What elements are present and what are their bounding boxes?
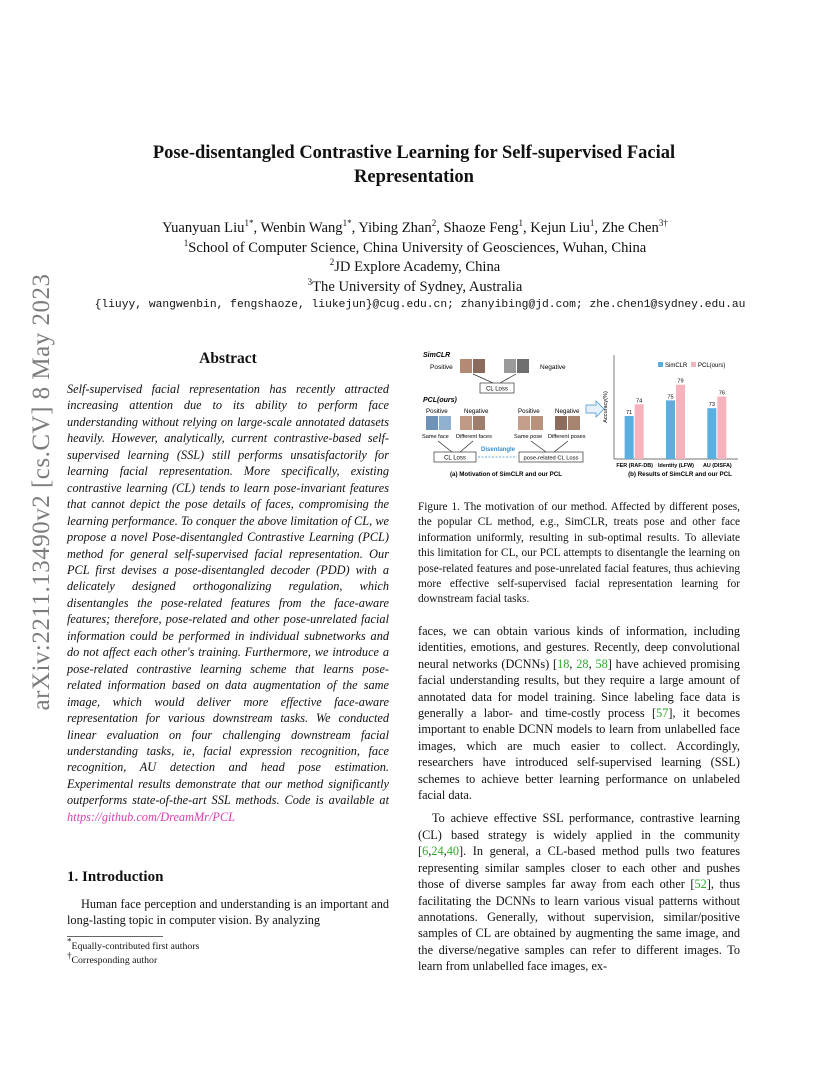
pcl-label: PCL(ours): [423, 397, 457, 404]
negative-label: Negative: [555, 408, 580, 415]
x-tick-label: FER (RAF-DB): [616, 463, 653, 469]
abstract-heading: Abstract: [199, 350, 257, 367]
affiliation: $^1$School of Computer Science, China University of Geosciences, Wuhan, China: [183, 237, 647, 256]
footnotes: [67, 936, 389, 967]
data-label: 71: [626, 410, 633, 416]
footnote-rule: [67, 936, 163, 937]
face-thumbnail: [460, 359, 472, 373]
right-column-text: [418, 623, 740, 982]
positive-label: Positive: [430, 364, 453, 371]
affiliation: $^3$The University of Sydney, Australia: [307, 276, 523, 295]
positive-label: Positive: [518, 408, 540, 415]
positive-label: Positive: [426, 408, 448, 415]
face-thumbnail: [517, 359, 529, 373]
arrow-icon: [586, 401, 604, 417]
face-thumbnail: [568, 416, 580, 430]
legend-swatch: [691, 362, 696, 367]
chart-legend: [658, 362, 725, 369]
footnote: †Corresponding author: [67, 950, 158, 966]
arxiv-identifier: arXiv:2211.13490v2 [cs.CV] 8 May 2023: [28, 273, 55, 711]
bar: [707, 408, 716, 459]
face-thumbnail: [504, 359, 516, 373]
pose-cl-loss-label: pose-related CL Loss: [523, 455, 579, 462]
body-paragraph: To achieve effective SSL performance, contrastive learning (CL) based strategy is widely applied in the community [6,24,40]. In general, a CL-based method pulls two features representing similar samples closer to each other and pushes those of diverse samples far away from each other [52], thus facilitating the DCNNs to learn various visual patterns without annotations. Generally, without supervision, similar/positive samples of CL are obtained by augmenting the same image, and the diverse/negative samples can refer to different images. To learn from unlabelled face images, ex-: [418, 811, 740, 974]
paper-title: Pose-disentangled Contrastive Learning for Self-supervised Facial Representation: [152, 143, 676, 187]
author-list: Yuanyuan Liu$^{1*}$, Wenbin Wang$^{1*}$, Yibing Zhan$^2$, Shaoze Feng$^1$, Kejun Liu$^1$, Zhe Chen$^{3\dagger}$: [162, 218, 668, 236]
bar: [635, 404, 644, 459]
bar: [717, 396, 726, 459]
figure-1a-caption: (a) Motivation of SimCLR and our PCL: [449, 471, 563, 478]
author-emails: {liuyy, wangwenbin, fengshaoze, liukejun}@cug.edu.cn; zhanyibing@jd.com; zhe.chen1@sydney.edu.au: [94, 299, 746, 311]
body-paragraph: faces, we can obtain various kinds of information, including identities, emotions, and gestures. Recently, deep convolutional neural networks (DCNNs) [18, 28, 58] have achieved promising facial understanding results, but they require a large amount of annotated data for model training. Since labeling face data is generally a labor- and time-costly process [57], it becomes important to enable DCNN models to learn from unlabelled face images, which are much easier to collect. Accordingly, researchers have introduced self-supervised learning (SSL) schemes to achieve better learning performance on unlabeled facial data.: [418, 624, 741, 803]
figure-1: [418, 345, 740, 485]
face-thumbnail: [555, 416, 567, 430]
cl-loss-label: CL Loss: [486, 386, 508, 393]
face-thumbnail: [473, 359, 485, 373]
figure-1a-diagram: [422, 352, 604, 478]
figure-1b-caption: (b) Results of SimCLR and our PCL: [628, 471, 732, 478]
footnote: *Equally-contributed first authors: [67, 936, 200, 952]
face-thumbnail: [518, 416, 530, 430]
x-tick-label: AU (DISFA): [702, 463, 732, 469]
face-thumbnail: [460, 416, 472, 430]
figure-caption: Figure 1. The motivation of our method. Affected by different poses, the popular CL method, e.g., SimCLR, treats pose and other face information uniformly, resulting in sub-optimal results. To alleviate this limitation for CL, our PCL attempts to disentangle the learning on pose-related features and pose-unrelated facial features, thus achieving more effective self-supervised facial representation learning for downstream facial tasks.: [418, 501, 740, 606]
simclr-label: SimCLR: [423, 352, 451, 359]
citation-link[interactable]: 40: [446, 844, 460, 859]
figure-1b-chart: [603, 355, 738, 478]
face-thumbnail: [426, 416, 438, 430]
same-face-label: Same face: [422, 434, 449, 440]
citation-link[interactable]: 52: [694, 877, 707, 892]
same-pose-label: Same pose: [514, 434, 543, 440]
section-heading: 1. Introduction: [67, 869, 164, 885]
different-poses-label: Different poses: [548, 434, 586, 440]
bar: [666, 400, 675, 459]
negative-label: Negative: [540, 364, 566, 371]
y-axis-label: Accuracy(%): [603, 391, 609, 423]
abstract-body: Self-supervised facial representation has recently attracted increasing attention due to its ability to perform face understanding without relying on large-scale annotated datasets heavily. However, analytically, current contrastive-based self-supervised learning (SSL) still performs unsatisfactorily for learning facial representation. More specifically, existing contrastive learning (CL) tends to learn pose-invariant features that cannot depict the pose details of faces, compromising the learning performance. To conquer the above limitation of CL, we propose a novel Pose-disentangled Contrastive Learning (PCL) method for general self-supervised facial representation. Our PCL first devises a pose-disentangled decoder (PDD) with a delicately designed orthogonalizing regulation, which disentangles the pose-related features from the face-aware features; therefore, pose-related and other pose-unrelated facial information could be performed in individual subnetworks and do not affect each other's training. Furthermore, we introduce a pose-related contrastive learning scheme that learns pose-related information based on data augmentation of the same image, which would deliver more effective face-aware representation for various downstream tasks. We conducted linear evaluation on four challenging downstream facial understanding tasks, ie, facial expression recognition, face recognition, AU detection and head pose estimation. Experimental results demonstrate that our method significantly outperforms state-of-the-art SSL methods. Code is available at https://github.com/DreamMr/PCL: [67, 382, 389, 824]
citation-link[interactable]: 24: [431, 844, 444, 859]
bar: [625, 416, 634, 459]
different-faces-label: Different faces: [456, 434, 492, 440]
code-link[interactable]: https://github.com/DreamMr/PCL: [67, 809, 235, 824]
disentangle-label: Disentangle: [480, 447, 516, 453]
x-tick-label: Identity (LFW): [658, 463, 694, 469]
citation-link[interactable]: 58: [595, 656, 608, 671]
data-label: 74: [636, 398, 643, 405]
legend-swatch: [658, 362, 663, 367]
citation-link[interactable]: 6: [422, 844, 429, 859]
data-label: 75: [667, 394, 674, 401]
affiliation: $^2$JD Explore Academy, China: [329, 257, 501, 275]
data-label: 79: [677, 378, 684, 385]
data-label: 76: [718, 390, 725, 397]
legend-label: SimCLR: [665, 363, 688, 369]
cl-loss-label: CL Loss: [444, 455, 466, 462]
face-thumbnail: [473, 416, 485, 430]
citation-link[interactable]: 28: [576, 656, 589, 671]
legend-label: PCL(ours): [698, 363, 726, 369]
negative-label: Negative: [464, 408, 489, 415]
citation-link[interactable]: 18: [557, 656, 570, 671]
author-block: [90, 219, 740, 297]
bar: [676, 385, 685, 459]
face-thumbnail: [439, 416, 451, 430]
data-label: 73: [708, 402, 715, 409]
citation-link[interactable]: 57: [656, 706, 669, 721]
intro-paragraph: Human face perception and understanding is an important and long-lasting topic in computer vision. By analyzing: [67, 897, 389, 928]
face-thumbnail: [531, 416, 543, 430]
